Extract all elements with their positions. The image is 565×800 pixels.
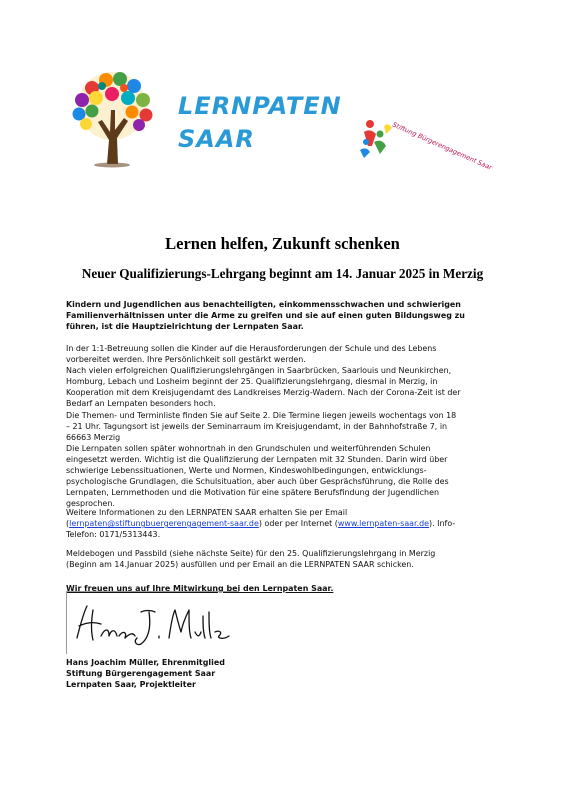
body-line: Lernpaten, Lernmethoden und die Motivation für eine spätere Berufsfindung der Jugendlichen bbox=[66, 488, 439, 498]
signup-line: Meldebogen und Passbild (siehe nächste Seite) für den 25. Qualifizierungslehrgang in Merzig bbox=[66, 549, 436, 558]
main-paragraphs bbox=[66, 343, 502, 509]
intro-line: Kindern und Jugendlichen aus benachteiligten, einkommensschwachen und schwierigen bbox=[66, 300, 461, 309]
handwritten-signature bbox=[67, 592, 239, 654]
body-line: eingesetzt werden. Wichtig ist die Qualifizierung der Lernpaten mit 32 Stunden. Darin wird über bbox=[66, 454, 448, 464]
stiftung-buergerengagement-logo bbox=[358, 112, 494, 172]
body-line: Nach vielen erfolgreichen Qualifizierungslehrgängen in Saarbrücken, Saarlouis und Neunkirchen, bbox=[66, 366, 452, 376]
contact-line-1: Weitere Informationen zu den LERNPATEN SAAR erhalten Sie per Email bbox=[66, 508, 348, 517]
signer-organization: Stiftung Bürgerengagement Saar bbox=[66, 669, 216, 679]
body-line: psychologische Grundlagen, die Schulsituation, aber auch über Gesprächsführung, die Rolle des bbox=[66, 477, 449, 487]
figures-graphic bbox=[360, 120, 392, 158]
signer-block bbox=[66, 657, 366, 690]
body-line: 66663 Merzig bbox=[66, 432, 121, 442]
subheadline: Neuer Qualifizierungs-Lehrgang beginnt am 14. Januar 2025 in Merzig bbox=[81, 266, 484, 281]
body-line: Kooperation mit dem Kreisjugendamt des Landkreises Merzig-Wadern. Nach der Corona-Zeit ist der bbox=[66, 388, 461, 398]
body-line: schwierige Lebenssituationen, Werte und Normen, Kindeswohlbedingungen, entwicklungs- bbox=[66, 466, 427, 476]
tree-hands-logo bbox=[62, 68, 162, 168]
contact-paragraph bbox=[66, 507, 502, 540]
signup-paragraph bbox=[66, 548, 502, 570]
body-line: Homburg, Lebach und Losheim beginnt der 25. Qualifizierungslehrgang, diesmal in Merzig, in bbox=[66, 377, 438, 387]
brand-line-2: SAAR bbox=[178, 125, 255, 153]
body-line: Die Lernpaten sollen später wohnortnah in den Grundschulen und weiterführenden Schulen bbox=[66, 443, 431, 453]
signer-role: Lernpaten Saar, Projektleiter bbox=[66, 680, 196, 690]
body-line: Die Themen- und Terminliste finden Sie auf Seite 2. Die Termine liegen jeweils wochentags von 18 bbox=[66, 410, 457, 420]
body-line: – 21 Uhr. Tagungsort ist jeweils der Seminarraum im Kreisjugendamt, in der Bahnhofstraße 7, in bbox=[66, 421, 448, 431]
foundation-logo-text: Stiftung Bürgerengagement Saar bbox=[391, 120, 494, 172]
signer-name: Hans Joachim Müller, Ehrenmitglied bbox=[66, 658, 225, 667]
contact-tail-text: ). Info- bbox=[429, 519, 456, 529]
website-link[interactable]: www.lernpaten-saar.de bbox=[337, 519, 430, 529]
contact-mid-text: ) oder per Internet ( bbox=[258, 519, 338, 529]
brand-wordmark bbox=[178, 90, 342, 156]
closing-statement: Wir freuen uns auf Ihre Mitwirkung bei den Lernpaten Saar. bbox=[66, 584, 334, 593]
signup-line: (Beginn am 14.Januar 2025) ausfüllen und per Email an die LERNPATEN SAAR schicken. bbox=[66, 560, 414, 570]
body-line: vorbereitet werden. Ihre Persönlichkeit soll gestärkt werden. bbox=[66, 355, 306, 365]
body-line: In der 1:1-Betreuung sollen die Kinder auf die Herausforderungen der Schule und des Lebens bbox=[66, 344, 437, 353]
contact-line-2 bbox=[66, 518, 502, 529]
intro-paragraph bbox=[66, 299, 502, 332]
body-line: Bedarf an Lernpaten besonders hoch. bbox=[66, 399, 216, 409]
intro-line: Familienverhältnissen unter die Arme zu greifen und sie auf einen guten Bildungsweg zu bbox=[66, 311, 465, 321]
signature-area bbox=[66, 591, 239, 654]
intro-line: führen, ist die Hauptzielrichtung der Lernpaten Saar. bbox=[66, 322, 304, 332]
paren-open: ( bbox=[66, 519, 70, 529]
email-link[interactable]: lernpaten@stiftungbuergerengagement-saar.de bbox=[69, 519, 259, 529]
brand-line-1: LERNPATEN bbox=[178, 92, 342, 120]
contact-line-3: Telefon: 0171/5313443. bbox=[66, 530, 161, 540]
headline: Lernen helfen, Zukunft schenken bbox=[165, 234, 400, 253]
body-line: gesprochen. bbox=[66, 499, 115, 509]
